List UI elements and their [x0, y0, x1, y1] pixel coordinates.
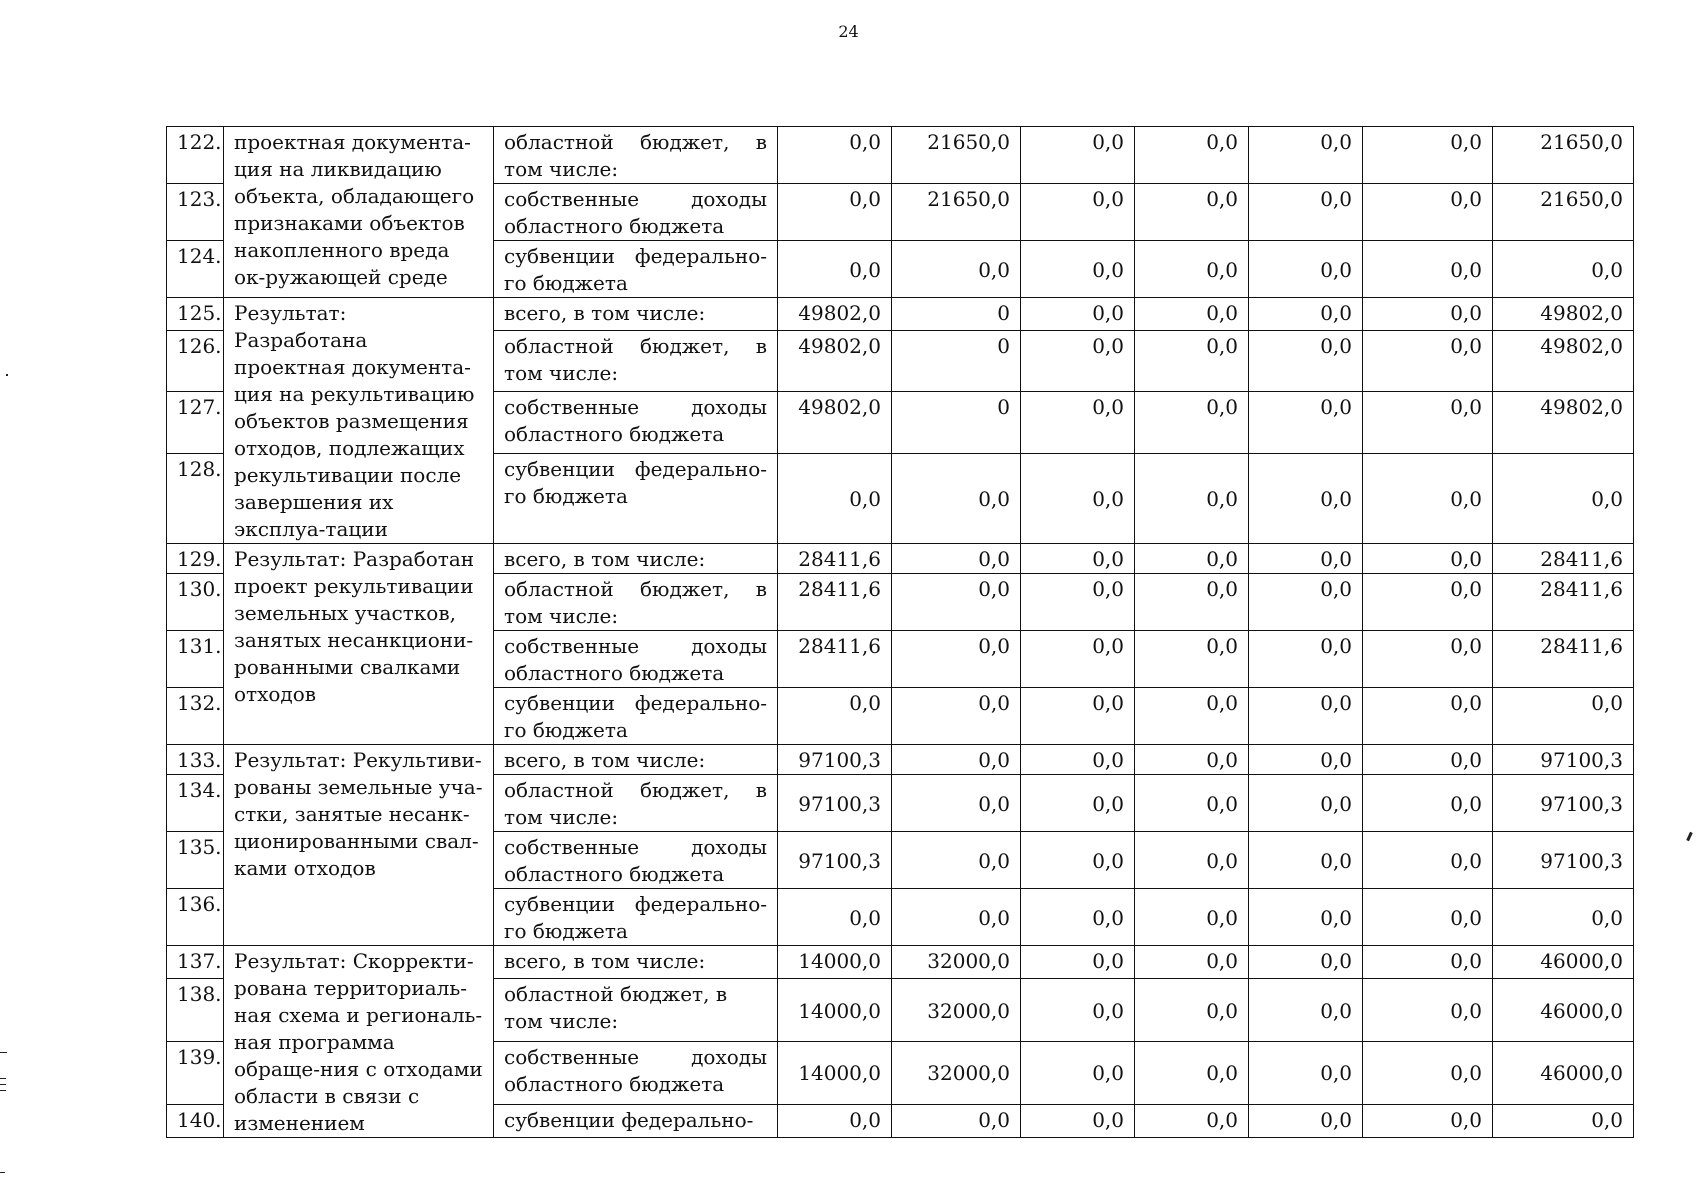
year-value-cell: 0,0: [1135, 1041, 1249, 1104]
year-value-cell: 49802,0: [778, 298, 892, 331]
row-number: 129.: [167, 544, 224, 574]
year-value-cell: 0,0: [1021, 330, 1135, 392]
total-value-cell: 28411,6: [1493, 574, 1634, 631]
year-value-cell: 0,0: [778, 127, 892, 184]
result-description: Результат: Разработан проект рекультивации земельных участков, занятых несанкциони-рованными свалками отходов: [224, 544, 494, 745]
table-row: [167, 544, 1634, 574]
year-value-cell: 0,0: [1363, 330, 1493, 392]
year-value-cell: 0,0: [1249, 574, 1363, 631]
row-number: 127.: [167, 392, 224, 454]
year-value-cell: 0,0: [1021, 392, 1135, 454]
year-value-cell: 0,0: [1363, 631, 1493, 688]
year-value-cell: 21650,0: [892, 184, 1021, 241]
funding-source: областной бюджет, в том числе:: [494, 979, 778, 1042]
funding-source: субвенции федерально-го бюджета: [494, 889, 778, 946]
total-value-cell: 97100,3: [1493, 832, 1634, 889]
year-value-cell: 0,0: [1021, 775, 1135, 832]
year-value-cell: 0,0: [778, 889, 892, 946]
row-number: 123.: [167, 184, 224, 241]
total-value-cell: 46000,0: [1493, 1041, 1634, 1104]
year-value-cell: 0,0: [1363, 574, 1493, 631]
year-value-cell: 0,0: [892, 889, 1021, 946]
year-value-cell: 0,0: [1363, 688, 1493, 745]
year-value-cell: 0,0: [1021, 979, 1135, 1042]
row-number: 125.: [167, 298, 224, 331]
year-value-cell: 0: [892, 330, 1021, 392]
total-value-cell: 97100,3: [1493, 775, 1634, 832]
year-value-cell: 0,0: [1135, 544, 1249, 574]
total-value-cell: 0,0: [1493, 1104, 1634, 1137]
row-number: 128.: [167, 454, 224, 544]
row-number: 134.: [167, 775, 224, 832]
year-value-cell: 0,0: [1363, 889, 1493, 946]
funding-source: субвенции федерально-го бюджета: [494, 454, 778, 544]
year-value-cell: 0,0: [1021, 832, 1135, 889]
funding-source: собственные доходы областного бюджета: [494, 832, 778, 889]
funding-source: собственные доходы областного бюджета: [494, 184, 778, 241]
total-value-cell: 49802,0: [1493, 298, 1634, 331]
total-value-cell: 28411,6: [1493, 631, 1634, 688]
table-row: [167, 127, 1634, 184]
total-value-cell: 0,0: [1493, 454, 1634, 544]
year-value-cell: 0,0: [1249, 298, 1363, 331]
year-value-cell: 0,0: [1021, 631, 1135, 688]
year-value-cell: 0,0: [1021, 184, 1135, 241]
row-number: 135.: [167, 832, 224, 889]
year-value-cell: 0,0: [1249, 745, 1363, 775]
year-value-cell: 0,0: [1021, 1104, 1135, 1137]
year-value-cell: 0,0: [892, 832, 1021, 889]
year-value-cell: 0,0: [1021, 298, 1135, 331]
year-value-cell: 0,0: [1249, 946, 1363, 979]
year-value-cell: 0,0: [1249, 631, 1363, 688]
year-value-cell: 0,0: [1135, 392, 1249, 454]
total-value-cell: 0,0: [1493, 688, 1634, 745]
year-value-cell: 0,0: [1021, 544, 1135, 574]
margin-mark: [1686, 832, 1693, 841]
total-value-cell: 28411,6: [1493, 544, 1634, 574]
funding-source: всего, в том числе:: [494, 745, 778, 775]
year-value-cell: 0,0: [778, 184, 892, 241]
total-value-cell: 21650,0: [1493, 184, 1634, 241]
year-value-cell: 0,0: [1135, 298, 1249, 331]
row-number: 126.: [167, 330, 224, 392]
row-number: 136.: [167, 889, 224, 946]
funding-source: областной бюджет, в том числе:: [494, 775, 778, 832]
total-value-cell: 0,0: [1493, 889, 1634, 946]
year-value-cell: 0,0: [1135, 631, 1249, 688]
funding-source: собственные доходы областного бюджета: [494, 1041, 778, 1104]
table-row: [167, 745, 1634, 775]
year-value-cell: 0,0: [1249, 688, 1363, 745]
year-value-cell: 0,0: [1363, 1041, 1493, 1104]
total-value-cell: 46000,0: [1493, 946, 1634, 979]
budget-table: [166, 126, 1634, 1138]
year-value-cell: 0,0: [892, 688, 1021, 745]
year-value-cell: 0,0: [1249, 330, 1363, 392]
row-number: 131.: [167, 631, 224, 688]
margin-mark: [0, 1084, 6, 1085]
year-value-cell: 0,0: [1135, 184, 1249, 241]
year-value-cell: 0,0: [1135, 979, 1249, 1042]
funding-source: субвенции федерально-го бюджета: [494, 241, 778, 298]
funding-source: субвенции федерально-го бюджета: [494, 688, 778, 745]
year-value-cell: 0,0: [1135, 241, 1249, 298]
funding-source: областной бюджет, в том числе:: [494, 574, 778, 631]
year-value-cell: 0,0: [1135, 1104, 1249, 1137]
year-value-cell: 0,0: [892, 454, 1021, 544]
row-number: 138.: [167, 979, 224, 1042]
year-value-cell: 0,0: [1021, 241, 1135, 298]
year-value-cell: 0,0: [1135, 946, 1249, 979]
year-value-cell: 0,0: [1363, 745, 1493, 775]
year-value-cell: 0: [892, 392, 1021, 454]
year-value-cell: 0,0: [1021, 574, 1135, 631]
year-value-cell: 0,0: [778, 688, 892, 745]
year-value-cell: 97100,3: [778, 832, 892, 889]
year-value-cell: 0,0: [1135, 127, 1249, 184]
total-value-cell: 0,0: [1493, 241, 1634, 298]
year-value-cell: 0,0: [1021, 1041, 1135, 1104]
year-value-cell: 0: [892, 298, 1021, 331]
funding-source: областной бюджет, в том числе:: [494, 330, 778, 392]
total-value-cell: 49802,0: [1493, 330, 1634, 392]
year-value-cell: 0,0: [1135, 574, 1249, 631]
margin-mark: [0, 1090, 6, 1091]
funding-source: собственные доходы областного бюджета: [494, 392, 778, 454]
year-value-cell: 0,0: [778, 454, 892, 544]
year-value-cell: 0,0: [1021, 745, 1135, 775]
year-value-cell: 0,0: [1363, 775, 1493, 832]
year-value-cell: 0,0: [778, 241, 892, 298]
row-number: 133.: [167, 745, 224, 775]
year-value-cell: 28411,6: [778, 574, 892, 631]
year-value-cell: 0,0: [1363, 127, 1493, 184]
year-value-cell: 0,0: [892, 544, 1021, 574]
year-value-cell: 0,0: [1363, 298, 1493, 331]
year-value-cell: 0,0: [1249, 832, 1363, 889]
year-value-cell: 0,0: [1249, 1041, 1363, 1104]
year-value-cell: 0,0: [1363, 544, 1493, 574]
year-value-cell: 0,0: [892, 745, 1021, 775]
year-value-cell: 0,0: [1249, 979, 1363, 1042]
year-value-cell: 32000,0: [892, 1041, 1021, 1104]
year-value-cell: 21650,0: [892, 127, 1021, 184]
table-row: [167, 946, 1634, 979]
year-value-cell: 0,0: [1135, 889, 1249, 946]
year-value-cell: 14000,0: [778, 1041, 892, 1104]
row-number: 122.: [167, 127, 224, 184]
year-value-cell: 0,0: [1249, 1104, 1363, 1137]
year-value-cell: 28411,6: [778, 544, 892, 574]
year-value-cell: 0,0: [1249, 544, 1363, 574]
row-number: 130.: [167, 574, 224, 631]
result-description: Результат: Скорректи-рована территориаль-ная схема и региональ-ная программа обраще-ния с отходами области в связи с изменением: [224, 946, 494, 1138]
row-number: 132.: [167, 688, 224, 745]
year-value-cell: 14000,0: [778, 946, 892, 979]
year-value-cell: 0,0: [1135, 330, 1249, 392]
funding-source: всего, в том числе:: [494, 298, 778, 331]
row-number: 140.: [167, 1104, 224, 1137]
year-value-cell: 0,0: [778, 1104, 892, 1137]
year-value-cell: 0,0: [1249, 889, 1363, 946]
row-number: 137.: [167, 946, 224, 979]
year-value-cell: 0,0: [892, 631, 1021, 688]
table-row: [167, 298, 1634, 331]
year-value-cell: 32000,0: [892, 979, 1021, 1042]
margin-mark: [0, 1052, 7, 1053]
year-value-cell: 0,0: [1021, 127, 1135, 184]
page-number: 24: [838, 22, 859, 41]
year-value-cell: 0,0: [1363, 454, 1493, 544]
total-value-cell: 46000,0: [1493, 979, 1634, 1042]
year-value-cell: 0,0: [1363, 241, 1493, 298]
funding-source: областной бюджет, в том числе:: [494, 127, 778, 184]
year-value-cell: 0,0: [1135, 745, 1249, 775]
total-value-cell: 49802,0: [1493, 392, 1634, 454]
year-value-cell: 0,0: [1249, 775, 1363, 832]
result-description: Результат: Рекультиви-рованы земельные уча-стки, занятые несанк-ционированными свал-ками отходов: [224, 745, 494, 946]
year-value-cell: 97100,3: [778, 775, 892, 832]
year-value-cell: 49802,0: [778, 392, 892, 454]
year-value-cell: 0,0: [1135, 688, 1249, 745]
year-value-cell: 0,0: [1249, 392, 1363, 454]
year-value-cell: 0,0: [1021, 889, 1135, 946]
year-value-cell: 32000,0: [892, 946, 1021, 979]
result-description: Результат: Разработана проектная документа-ция на рекультивацию объектов размещения отходов, подлежащих рекультивации после завершения их эксплуа-тации: [224, 298, 494, 544]
total-value-cell: 97100,3: [1493, 745, 1634, 775]
year-value-cell: 0,0: [1021, 454, 1135, 544]
result-description: проектная документа-ция на ликвидацию объекта, обладающего признаками объектов накопленного вреда ок-ружающей среде: [224, 127, 494, 298]
year-value-cell: 0,0: [1363, 832, 1493, 889]
funding-source: всего, в том числе:: [494, 946, 778, 979]
year-value-cell: 0,0: [1363, 1104, 1493, 1137]
year-value-cell: 0,0: [1249, 454, 1363, 544]
total-value-cell: 21650,0: [1493, 127, 1634, 184]
margin-mark: [0, 1078, 6, 1079]
year-value-cell: 0,0: [1363, 979, 1493, 1042]
year-value-cell: 0,0: [892, 775, 1021, 832]
margin-mark: [0, 1172, 5, 1173]
year-value-cell: 97100,3: [778, 745, 892, 775]
year-value-cell: 0,0: [1021, 946, 1135, 979]
margin-mark: [6, 374, 8, 376]
year-value-cell: 0,0: [892, 241, 1021, 298]
year-value-cell: 14000,0: [778, 979, 892, 1042]
year-value-cell: 0,0: [1363, 392, 1493, 454]
year-value-cell: 49802,0: [778, 330, 892, 392]
year-value-cell: 0,0: [1249, 241, 1363, 298]
year-value-cell: 0,0: [1249, 127, 1363, 184]
year-value-cell: 0,0: [1363, 184, 1493, 241]
year-value-cell: 0,0: [892, 574, 1021, 631]
row-number: 139.: [167, 1041, 224, 1104]
funding-source: всего, в том числе:: [494, 544, 778, 574]
year-value-cell: 0,0: [1363, 946, 1493, 979]
year-value-cell: 0,0: [1135, 775, 1249, 832]
funding-source: субвенции федерально-: [494, 1104, 778, 1137]
row-number: 124.: [167, 241, 224, 298]
year-value-cell: 0,0: [1021, 688, 1135, 745]
year-value-cell: 28411,6: [778, 631, 892, 688]
year-value-cell: 0,0: [1249, 184, 1363, 241]
year-value-cell: 0,0: [1135, 832, 1249, 889]
year-value-cell: 0,0: [892, 1104, 1021, 1137]
year-value-cell: 0,0: [1135, 454, 1249, 544]
funding-source: собственные доходы областного бюджета: [494, 631, 778, 688]
